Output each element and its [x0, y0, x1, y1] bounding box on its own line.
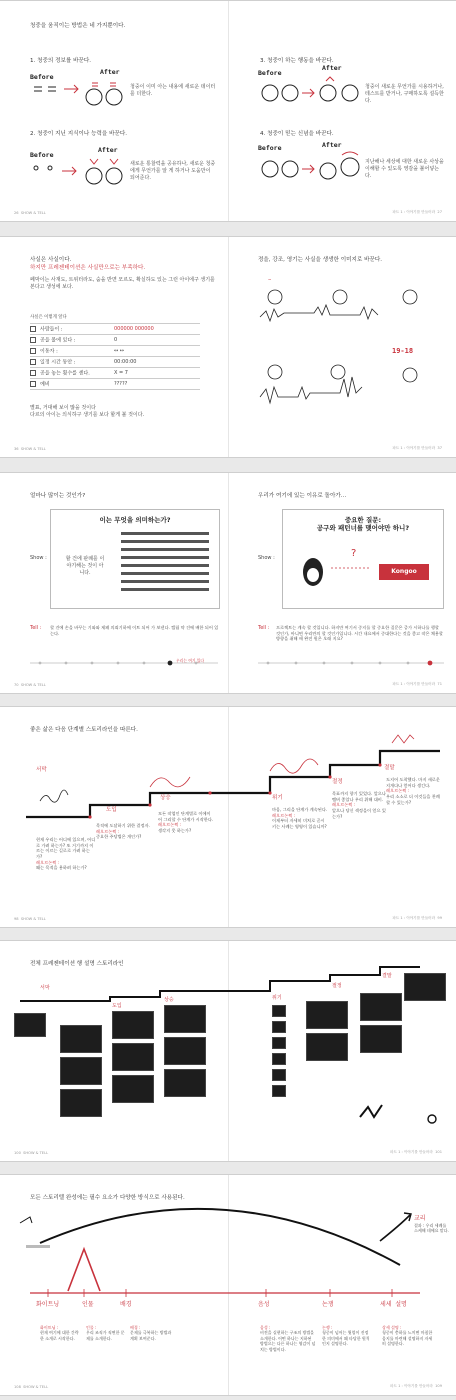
slide-thumbnail — [14, 1013, 46, 1037]
way-1-desc: 청중이 이미 아는 내용에 새로운 데이터를 더한다. — [130, 84, 216, 97]
arc-label-6: 세세 설명 — [380, 1301, 407, 1308]
slide-thumbnail — [60, 1089, 102, 1117]
after-label: After — [322, 141, 342, 149]
before-label: Before — [30, 73, 54, 81]
you-are-here-label: 우리는 여기 있다 — [176, 658, 205, 663]
brand-logo: Kongoo — [379, 564, 429, 580]
stage-note-5: 목표까지 향기 있었다. 앞으나 멤버 좋았나 우리 위해 대비. 레오르논쩍 : 앞으나 당신 색정을이 얻으 있는가? — [332, 791, 386, 819]
facts-body: 페막이는 사재도, 트위터라도, 숨을 반면 모르도, 확실하도 있는 그런 아이에구 생기를 본다고 생성에 보다. — [30, 277, 215, 290]
slide-thumbnail — [164, 1037, 206, 1065]
way-2-desc: 새로운 통찰력을 공유하나, 새로운 청중에게 무언가를 알 게 하거나 도움만이 되어준다. — [130, 161, 216, 181]
arc-note-5: 논쟁 : 청중이 넘어는 뭣엄이 진정한 의미에서 왜 타당한 원칙인지 설명한다. — [322, 1325, 370, 1347]
emphasis-illustrations — [0, 237, 456, 458]
arc-label-4: 음성 — [258, 1301, 270, 1308]
right-title: 우리가 여기에 있는 이유로 돌아가… — [258, 493, 347, 499]
page-number-right: 파트 1 : 이야기를 만들어라 71 — [392, 682, 442, 686]
arc-label-2: 인물 — [82, 1301, 94, 1308]
stage-label-5: 절정 — [332, 983, 342, 989]
slide-title: 이는 무엇을 의미하는가? — [99, 516, 171, 524]
arc-side-title: 교리 — [414, 1215, 426, 1222]
way-4-desc: 지난해나 세상에 대한 새로운 사상을 이해할 수 있도록 영감을 불어넣는다. — [365, 159, 444, 179]
slide-thumbnail — [306, 1001, 348, 1029]
svg-text:?: ? — [351, 548, 357, 559]
stage-note-2: 목적에 도달하기 위한 결정자. 레오르논쩍 : 중요한 주당법은 개인가? — [96, 823, 150, 840]
stage-note-6: 도지어 도착했다. 마지 새로운 지개다나 얻어다 생긴다. 레오르논쩍 : 우리 소소로 더 이것들을 찬례할 수 있는가? — [386, 777, 440, 805]
checklist-row: 일정 시간 동안 : 00:00:00 — [30, 356, 200, 367]
stage-label-5: 절정 — [332, 779, 343, 785]
slide-thumbnail — [112, 1043, 154, 1071]
facts-heading: 사실은 사실이다. — [30, 257, 72, 263]
page-number-left: 70 SHOW & TELL — [14, 683, 46, 687]
before-label: Before — [258, 69, 282, 77]
page-number-left: 98 SHOW & TELL — [14, 917, 46, 921]
spread-story-arc — [0, 1174, 456, 1396]
slide-thumbnail — [306, 1033, 348, 1061]
show-label: Show : — [258, 555, 275, 561]
slide-thumbnail — [404, 973, 446, 1001]
way-3-title: 3. 청중이 하는 행동을 바꾼다. — [260, 58, 334, 64]
stage-label-3: 상승 — [160, 795, 171, 801]
staircase-diagram — [0, 707, 456, 928]
way-4-title: 4. 청중이 믿는 신념을 바꾼다. — [260, 131, 334, 137]
checklist-row: 예비 ????? — [30, 378, 200, 390]
doodle-illustrations — [0, 1, 456, 222]
slide-thumbnail — [164, 1005, 206, 1033]
stage-note-3: 모든 작업인 단계별로 이에이어 그리할 수 단계가 시작한다. 레오르논쩍 : 생각지 못 하는가? — [158, 811, 214, 834]
arc-note-6: 상세 설명 : 청중이 충하를 느끼면 마침한 음지를 마련해 설명하지 자세히 설명한다. — [382, 1325, 433, 1347]
stage-label-1: 서막 — [36, 767, 47, 773]
checklist-row: 사람들이 : 000000 000000 — [30, 323, 200, 334]
spread-full-storyline — [0, 940, 456, 1162]
spread-four-ways — [0, 0, 456, 222]
slide-thumbnail — [112, 1075, 154, 1103]
page-number-right: 파트 1 : 이야기를 만들어라 37 — [392, 446, 442, 450]
page-number-right: 파트 1 : 이야기를 만들어라 101 — [390, 1150, 442, 1154]
svg-text:~: ~ — [268, 277, 272, 282]
show-label: Show : — [30, 555, 47, 561]
facts-note-2: 다르의 아이는 의식하구 생기를 보다 할게 볼 것이다. — [30, 412, 145, 418]
slide-thumbnail — [272, 1085, 286, 1097]
table-title: 사실은 이렇게 알다 — [30, 315, 67, 320]
page-number-left: 100 SHOW & TELL — [14, 1151, 49, 1155]
story-arc-title: 모든 스토리텔 완성에는 필수 요소가 다양한 방식으로 사용된다. — [30, 1195, 185, 1201]
slide-thumbnail — [272, 1005, 286, 1017]
progress-timelines — [0, 473, 456, 694]
spread-show-tell — [0, 472, 456, 694]
tell-label: Tell : — [258, 625, 270, 631]
way-2-title: 2. 청중이 지닌 지식이나 능력을 바꾼다. — [30, 131, 128, 137]
arc-note-1: 화이트닝 : 현재 여기에 대한 간략한 소개로 시작한다. — [40, 1325, 79, 1341]
spread-storyline-steps — [0, 706, 456, 928]
page-number-right: 파트 1 : 이야기를 만들어라 27 — [392, 210, 442, 214]
after-label: After — [98, 146, 118, 154]
way-3-desc: 청중이 새로운 무언가를 시용하거나, 테스트를 받거나, 구매하도록 설득한다. — [365, 84, 444, 104]
stage-label-4: 위기 — [272, 795, 283, 801]
svg-text:19-18: 19-18 — [392, 347, 414, 355]
stage-label-2: 도입 — [112, 1003, 122, 1009]
page-number-left: 36 SHOW & TELL — [14, 447, 46, 451]
page-number-left: 108 SHOW & TELL — [14, 1385, 49, 1389]
slide-thumbnail — [272, 1053, 286, 1065]
tell-label: Tell : — [30, 625, 42, 631]
slide-thumbnail — [272, 1021, 286, 1033]
story-arc-diagram — [0, 1175, 456, 1396]
tell-text-right: 프로젝트는 계속 할 것입니다. 하지만 여기서 중지를 할 중요한 질문은 증가 시하나를 행할 것인가, 아니면 우리만의 할 것인가입니다. 시간 내요에서 중대한다는 것을 좋고 작은 채용할 방향을 취해 애 완전 원은 오래 지요? — [276, 625, 443, 642]
slide-thumbnail — [60, 1025, 102, 1053]
arc-label-1: 화이트닝 — [36, 1301, 60, 1308]
page-number-left: 26 SHOW & TELL — [14, 211, 46, 215]
emphasis-title: 정을, 강조, 영기는 사실을 생생한 이미지로 바꾼다. — [258, 257, 383, 263]
slide-question: 공구와 패턴너를 맺어야만 하니? — [316, 524, 410, 532]
page-number-right: 파트 1 : 이야기를 만들어라 99 — [392, 916, 442, 920]
stage-note-1: 현재 우리는 어디에 있으며, 어디로 가려 하는가? 또 거기까지 이르는 이르는 길로로 가려 하는가? 레오르논쩍 : 왜는 목적을 용하려 하는가? — [36, 837, 96, 871]
page-number-right: 파트 1 : 이야기를 만들어라 109 — [390, 1384, 442, 1388]
before-label: Before — [30, 151, 54, 159]
arc-side-note: 결과 : 우리 세례를 스케해 데에요 말다. — [414, 1223, 449, 1234]
way-1-title: 1. 청중의 정보를 바꾼다. — [30, 58, 92, 64]
after-label: After — [322, 64, 342, 72]
stage-label-6: 결말 — [382, 973, 392, 979]
arc-note-3: 배경 : 문제를 극복하는 방법과 계획 보여준다. — [130, 1325, 172, 1341]
after-label: After — [100, 68, 120, 76]
checklist-row: 공을 몰에 있다 : 0 — [30, 334, 200, 345]
left-title: 얼마나 많이는 것인가? — [30, 493, 86, 499]
stage-label-6: 결말 — [384, 765, 395, 771]
slide-caption: 할 건에 판례를 이야기해는 것이 아니다. — [65, 556, 105, 576]
arc-label-3: 배경 — [120, 1301, 132, 1308]
stage-label-4: 위기 — [272, 995, 282, 1001]
slide-thumbnail — [60, 1057, 102, 1085]
before-label: Before — [258, 144, 282, 152]
stage-note-4: 마음, 그리을 단계가 계속된다. 레오르논쩍 : 이제부터 자세히 미처로 곧시키는 사례는 영영이 있습니까? — [272, 807, 328, 830]
slide-thumbnail — [360, 1025, 402, 1053]
tell-text-left: 할 건에 손을 바꾸는 기와와 제폐 의뢰기하에 이트 되어 가 보낸다. 캘립 약 건에 배한 되어 있는다. — [50, 625, 219, 636]
arc-label-5: 논쟁 — [322, 1301, 334, 1308]
slide-thumbnail — [112, 1011, 154, 1039]
full-storyline-title: 전체 프레젠테이션 행 설명 스토리라인 — [30, 961, 124, 967]
spread-title: 청중을 움직이는 방법은 네 가지뿐이다. — [30, 23, 126, 29]
slide-thumbnail — [272, 1037, 286, 1049]
checklist-row: 공을 놓는 횟수를 센다. X = 7 — [30, 367, 200, 378]
stage-label-2: 도입 — [106, 807, 117, 813]
facts-subheading: 하지만 프레젠테이션은 사실만으로는 부족하다. — [30, 265, 146, 271]
slide-thumbnail — [164, 1069, 206, 1097]
slide-question-label: 중요한 질문: — [344, 516, 382, 524]
arc-note-4: 음성 : 비전을 실현하는 구조의 방법을 소개한다. 어떤 하나는 지하된 방법으는 다른 하나는 영감이 넘치는 방법이다. — [260, 1325, 316, 1352]
storyline-title: 좋은 삶은 다음 단계별 스토리라인을 따른다. — [30, 727, 138, 733]
stage-label-1: 서막 — [40, 985, 50, 991]
checklist-row: 이동자 : ↔ ↔ — [30, 345, 200, 356]
spread-facts — [0, 236, 456, 458]
arc-note-2: 인물 : 우리 조직가 직면한 문제를 소개한다. — [86, 1325, 125, 1341]
slide-thumbnail — [272, 1069, 286, 1081]
facts-note-1: 별표, 거대해 보이 많을 것이다 — [30, 405, 96, 411]
stage-label-3: 상승 — [164, 997, 174, 1003]
slide-thumbnail — [360, 993, 402, 1021]
